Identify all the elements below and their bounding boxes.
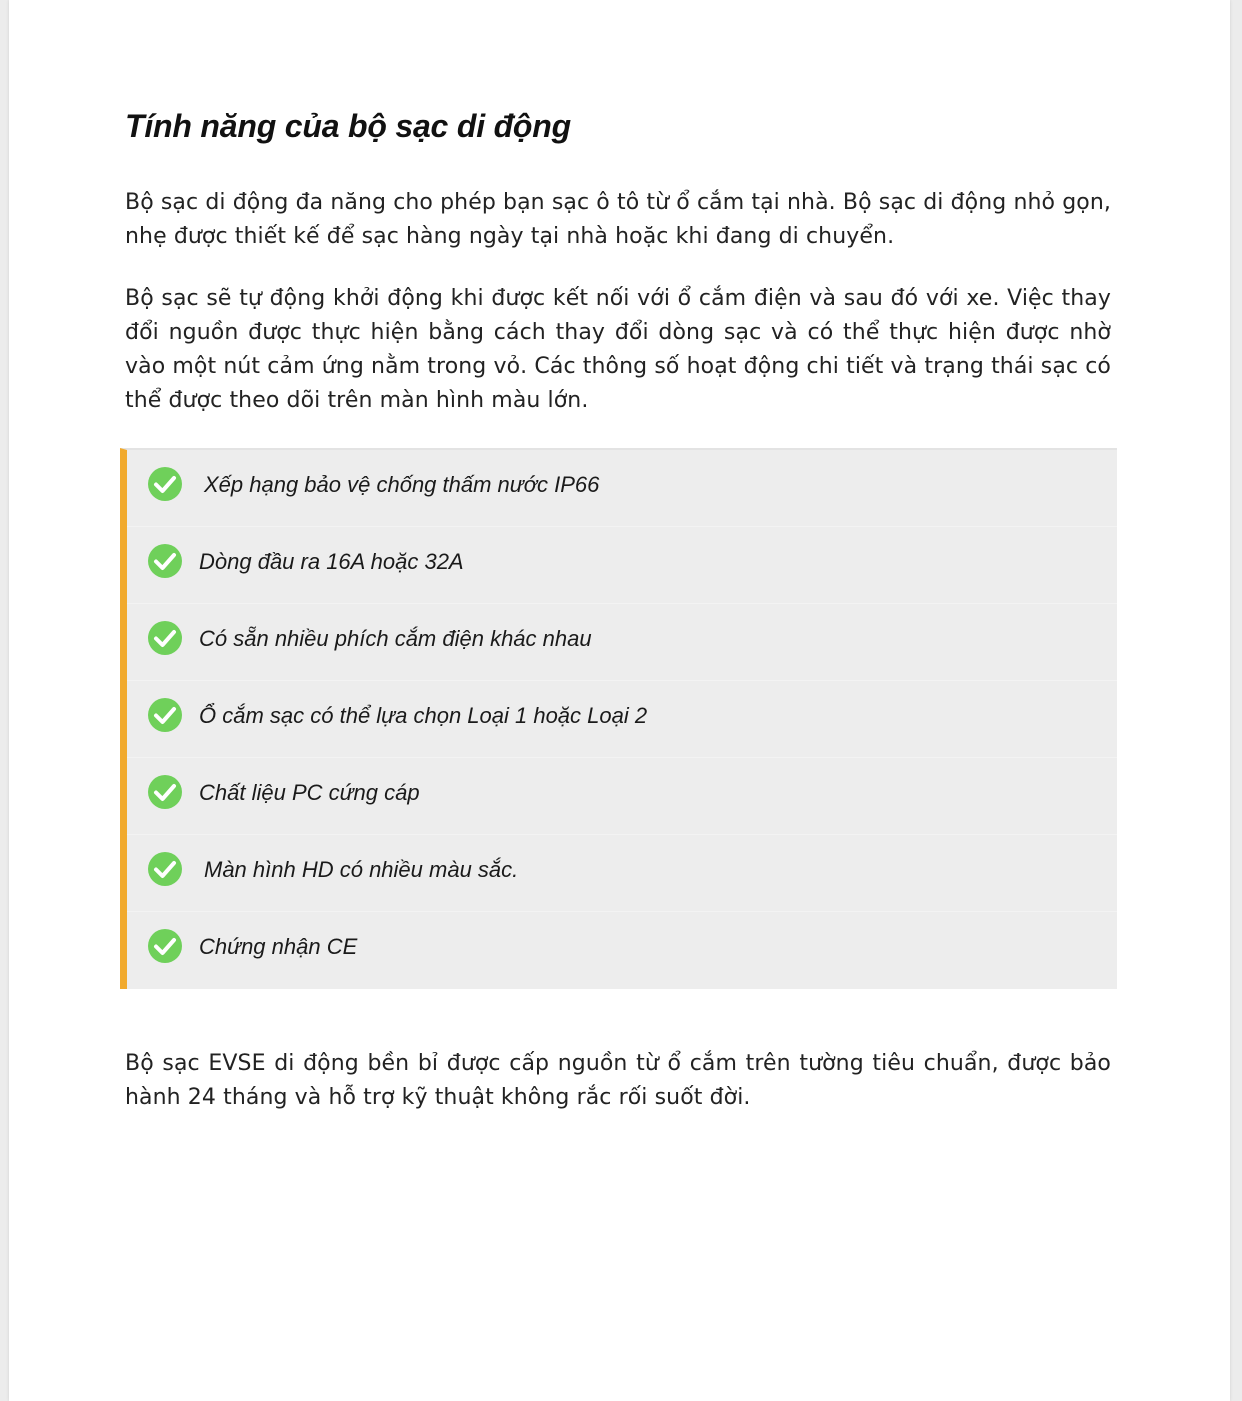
feature-label: Dòng đầu ra 16A hoặc 32A	[199, 549, 464, 574]
check-circle-icon	[147, 774, 183, 810]
intro-paragraph-2: Bộ sạc sẽ tự động khởi động khi được kết nối với ổ cắm điện và sau đó với xe. Việc thay đổi nguồn được thực hiện bằng cách thay đổi dòng sạc và có thể thực hiện được nhờ vào một nút cảm ứng nằm trong vỏ. Các thông số hoạt động chi tiết và trạng thái sạc có thể được theo dõi trên màn hình màu lớn.	[125, 286, 1111, 413]
feature-item	[127, 835, 1117, 912]
page-title: Tính năng của bộ sạc di động	[125, 108, 571, 144]
intro-paragraph-1: Bộ sạc di động đa năng cho phép bạn sạc ô tô từ ổ cắm tại nhà. Bộ sạc di động nhỏ gọn, nhẹ được thiết kế để sạc hàng ngày tại nhà hoặc khi đang di chuyển.	[125, 190, 1111, 249]
feature-label: Chất liệu PC cứng cáp	[199, 780, 420, 805]
feature-list	[120, 448, 1117, 989]
check-circle-icon	[147, 620, 183, 656]
feature-item	[127, 450, 1117, 527]
feature-label: Ổ cắm sạc có thể lựa chọn Loại 1 hoặc Loại 2	[199, 703, 648, 728]
feature-item	[127, 681, 1117, 758]
feature-item	[127, 758, 1117, 835]
feature-item	[127, 527, 1117, 604]
feature-item	[127, 604, 1117, 681]
check-circle-icon	[147, 543, 183, 579]
check-circle-icon	[147, 851, 183, 887]
check-circle-icon	[147, 697, 183, 733]
feature-label: Màn hình HD có nhiều màu sắc.	[204, 857, 519, 882]
feature-label: Chứng nhận CE	[199, 934, 358, 959]
document-page	[9, 0, 1230, 1401]
feature-label: Có sẵn nhiều phích cắm điện khác nhau	[199, 626, 592, 651]
document-content	[125, 100, 1111, 1115]
closing-paragraph: Bộ sạc EVSE di động bền bỉ được cấp nguồn từ ổ cắm trên tường tiêu chuẩn, được bảo hành 24 tháng và hỗ trợ kỹ thuật không rắc rối suốt đời.	[125, 1051, 1111, 1110]
feature-label: Xếp hạng bảo vệ chống thấm nước IP66	[204, 472, 600, 497]
check-circle-icon	[147, 466, 183, 502]
check-circle-icon	[147, 928, 183, 964]
feature-item	[127, 912, 1117, 989]
